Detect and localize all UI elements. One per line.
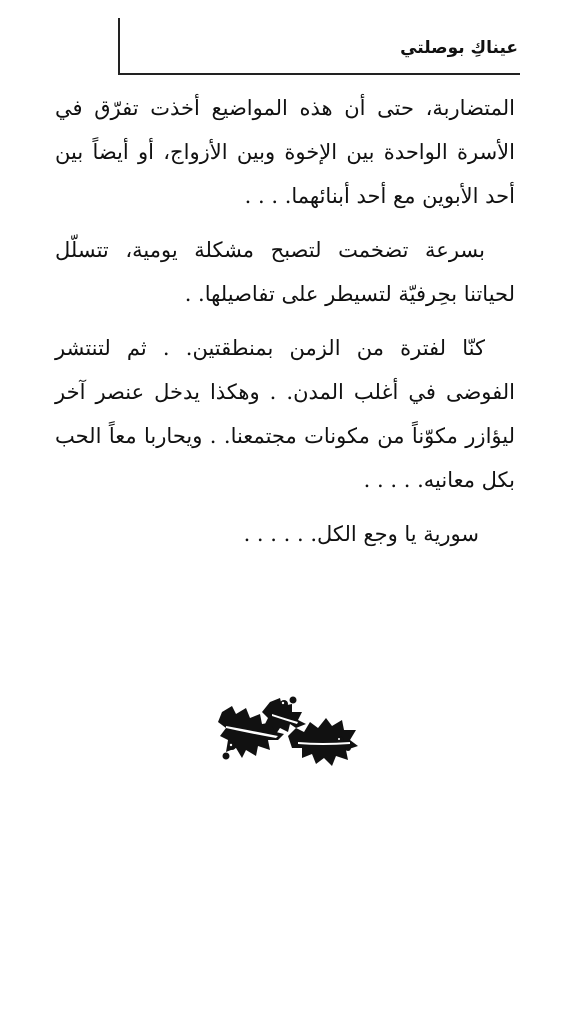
- page-header: [118, 18, 520, 75]
- book-title: عيناكِ بوصلتي: [400, 38, 518, 58]
- paragraph-3: [55, 326, 515, 502]
- paragraph-3-text: كنّا لفترة من الزمن بمنطقتين. . ثم لتنتشر الفوضى في أغلب المدن. . وهكذا يدخل عنصر آخر ليؤازر مكوّناً من مكونات مجتمعنا. . ويحاربا معاً الحب بكل معانيه. . . . .: [55, 336, 515, 492]
- paragraph-2: [55, 228, 515, 316]
- page-body: [55, 86, 515, 556]
- paragraph-1: المتضاربة، حتى أن هذه المواضيع أخذت تفرّق في الأسرة الواحدة بين الإخوة وبين الأزواج، أو أيضاً بين أحد الأبوين مع أحد أبنائهما. . . .: [55, 96, 515, 208]
- closing-line: سورية يا وجع الكل. . . . . .: [243, 522, 479, 546]
- paragraph-2-text: بسرعة تضخمت لتصبح مشكلة يومية، تتسلّل لحياتنا بحِرفيّة لتسيطر على تفاصيلها. .: [55, 238, 515, 306]
- holly-leaves-ornament-icon: [218, 696, 358, 766]
